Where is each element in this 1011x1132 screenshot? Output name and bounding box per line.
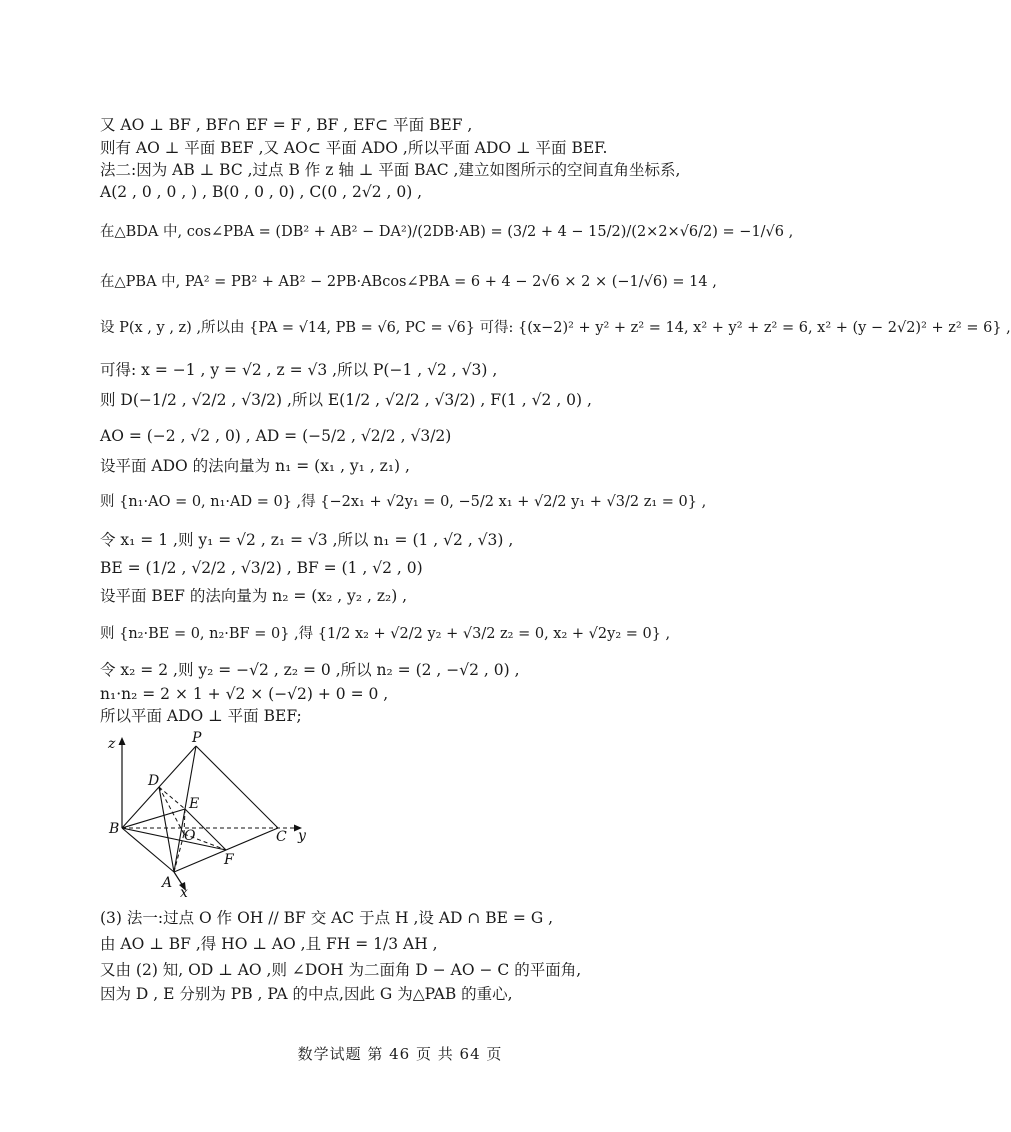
label-y: y (298, 828, 306, 844)
edge-BF (122, 828, 226, 850)
text-line-17: 令 x₂ = 2 ,则 y₂ = −√2 , z₂ = 0 ,所以 n₂ = (2 , −√2 , 0) , (100, 661, 520, 679)
text-line-9: 则 D(−1/2 , √2/2 , √3/2) ,所以 E(1/2 , √2/2 , √3/2) , F(1 , √2 , 0) , (100, 391, 592, 409)
text-line-22: 又由 (2) 知, OD ⊥ AO ,则 ∠DOH 为二面角 D − AO − C 的平面角, (100, 961, 582, 979)
label-C: C (276, 829, 287, 845)
text-line-6: 在△PBA 中, PA² = PB² + AB² − 2PB·ABcos∠PBA = 6 + 4 − 2√6 × 2 × (−1/√6) = 14 , (100, 274, 717, 290)
label-E: E (189, 796, 200, 812)
text-line-4: A(2 , 0 , 0 , ) , B(0 , 0 , 0) , C(0 , 2√2 , 0) , (100, 183, 423, 201)
text-line-7: 设 P(x , y , z) ,所以由 {PA = √14, PB = √6, PC = √6} 可得: {(x−2)² + y² + z² = 14, x² + y² + z² = 6, x² + (y − 2√2)² + z² = 6} , (100, 320, 1011, 336)
text-line-20: (3) 法一:过点 O 作 OH // BF 交 AC 于点 H ,设 AD ∩ BE = G , (100, 909, 554, 927)
label-O: O (184, 828, 196, 844)
text-line-2: 则有 AO ⊥ 平面 BEF ,又 AO⊂ 平面 ADO ,所以平面 ADO ⊥ 平面 BEF. (100, 139, 608, 157)
label-D: D (148, 773, 160, 789)
text-line-16: 则 {n₂·BE = 0, n₂·BF = 0} ,得 {1/2 x₂ + √2/2 y₂ + √3/2 z₂ = 0, x₂ + √2y₂ = 0} , (100, 626, 671, 642)
z-axis-arrow (119, 737, 126, 745)
text-line-23: 因为 D , E 分别为 PB , PA 的中点,因此 G 为△PAB 的重心, (100, 985, 513, 1003)
text-line-18: n₁·n₂ = 2 × 1 + √2 × (−√2) + 0 = 0 , (100, 685, 389, 703)
label-F: F (224, 852, 234, 868)
text-line-1: 又 AO ⊥ BF , BF∩ EF = F , BF , EF⊂ 平面 BEF , (100, 116, 473, 134)
text-line-13: 令 x₁ = 1 ,则 y₁ = √2 , z₁ = √3 ,所以 n₁ = (1 , √2 , √3) , (100, 531, 514, 549)
text-line-12: 则 {n₁·AO = 0, n₁·AD = 0} ,得 {−2x₁ + √2y₁ = 0, −5/2 x₁ + √2/2 y₁ + √3/2 z₁ = 0} , (100, 494, 707, 510)
text-line-10: AO = (−2 , √2 , 0) , AD = (−5/2 , √2/2 , √3/2) (100, 427, 452, 445)
text-line-19: 所以平面 ADO ⊥ 平面 BEF; (100, 707, 302, 725)
text-line-8: 可得: x = −1 , y = √2 , z = √3 ,所以 P(−1 , √2 , √3) , (100, 361, 498, 379)
label-A: A (162, 875, 173, 891)
page-footer: 数学试题 第 46 页 共 64 页 (297, 1045, 503, 1063)
text-line-14: BE = (1/2 , √2/2 , √3/2) , BF = (1 , √2 , 0) (100, 559, 423, 577)
edge-PC (196, 746, 278, 828)
text-line-15: 设平面 BEF 的法向量为 n₂ = (x₂ , y₂ , z₂) , (100, 587, 408, 605)
text-line-21: 由 AO ⊥ BF ,得 HO ⊥ AO ,且 FH = 1/3 AH , (100, 935, 438, 953)
label-z: z (108, 736, 116, 752)
text-line-3: 法二:因为 AB ⊥ BC ,过点 B 作 z 轴 ⊥ 平面 BAC ,建立如图所示的空间直角坐标系, (100, 161, 681, 179)
text-line-5: 在△BDA 中, cos∠PBA = (DB² + AB² − DA²)/(2DB·AB) = (3/2 + 4 − 15/2)/(2×2×√6/2) = −1/√6 , (100, 224, 794, 240)
text-line-11: 设平面 ADO 的法向量为 n₁ = (x₁ , y₁ , z₁) , (100, 457, 410, 475)
label-B: B (109, 821, 120, 837)
label-x: x (180, 885, 188, 901)
edge-BA (122, 828, 174, 872)
geometry-figure (100, 732, 330, 900)
edge-DE (159, 787, 185, 809)
label-P: P (192, 730, 202, 746)
edge-DA (159, 787, 174, 872)
